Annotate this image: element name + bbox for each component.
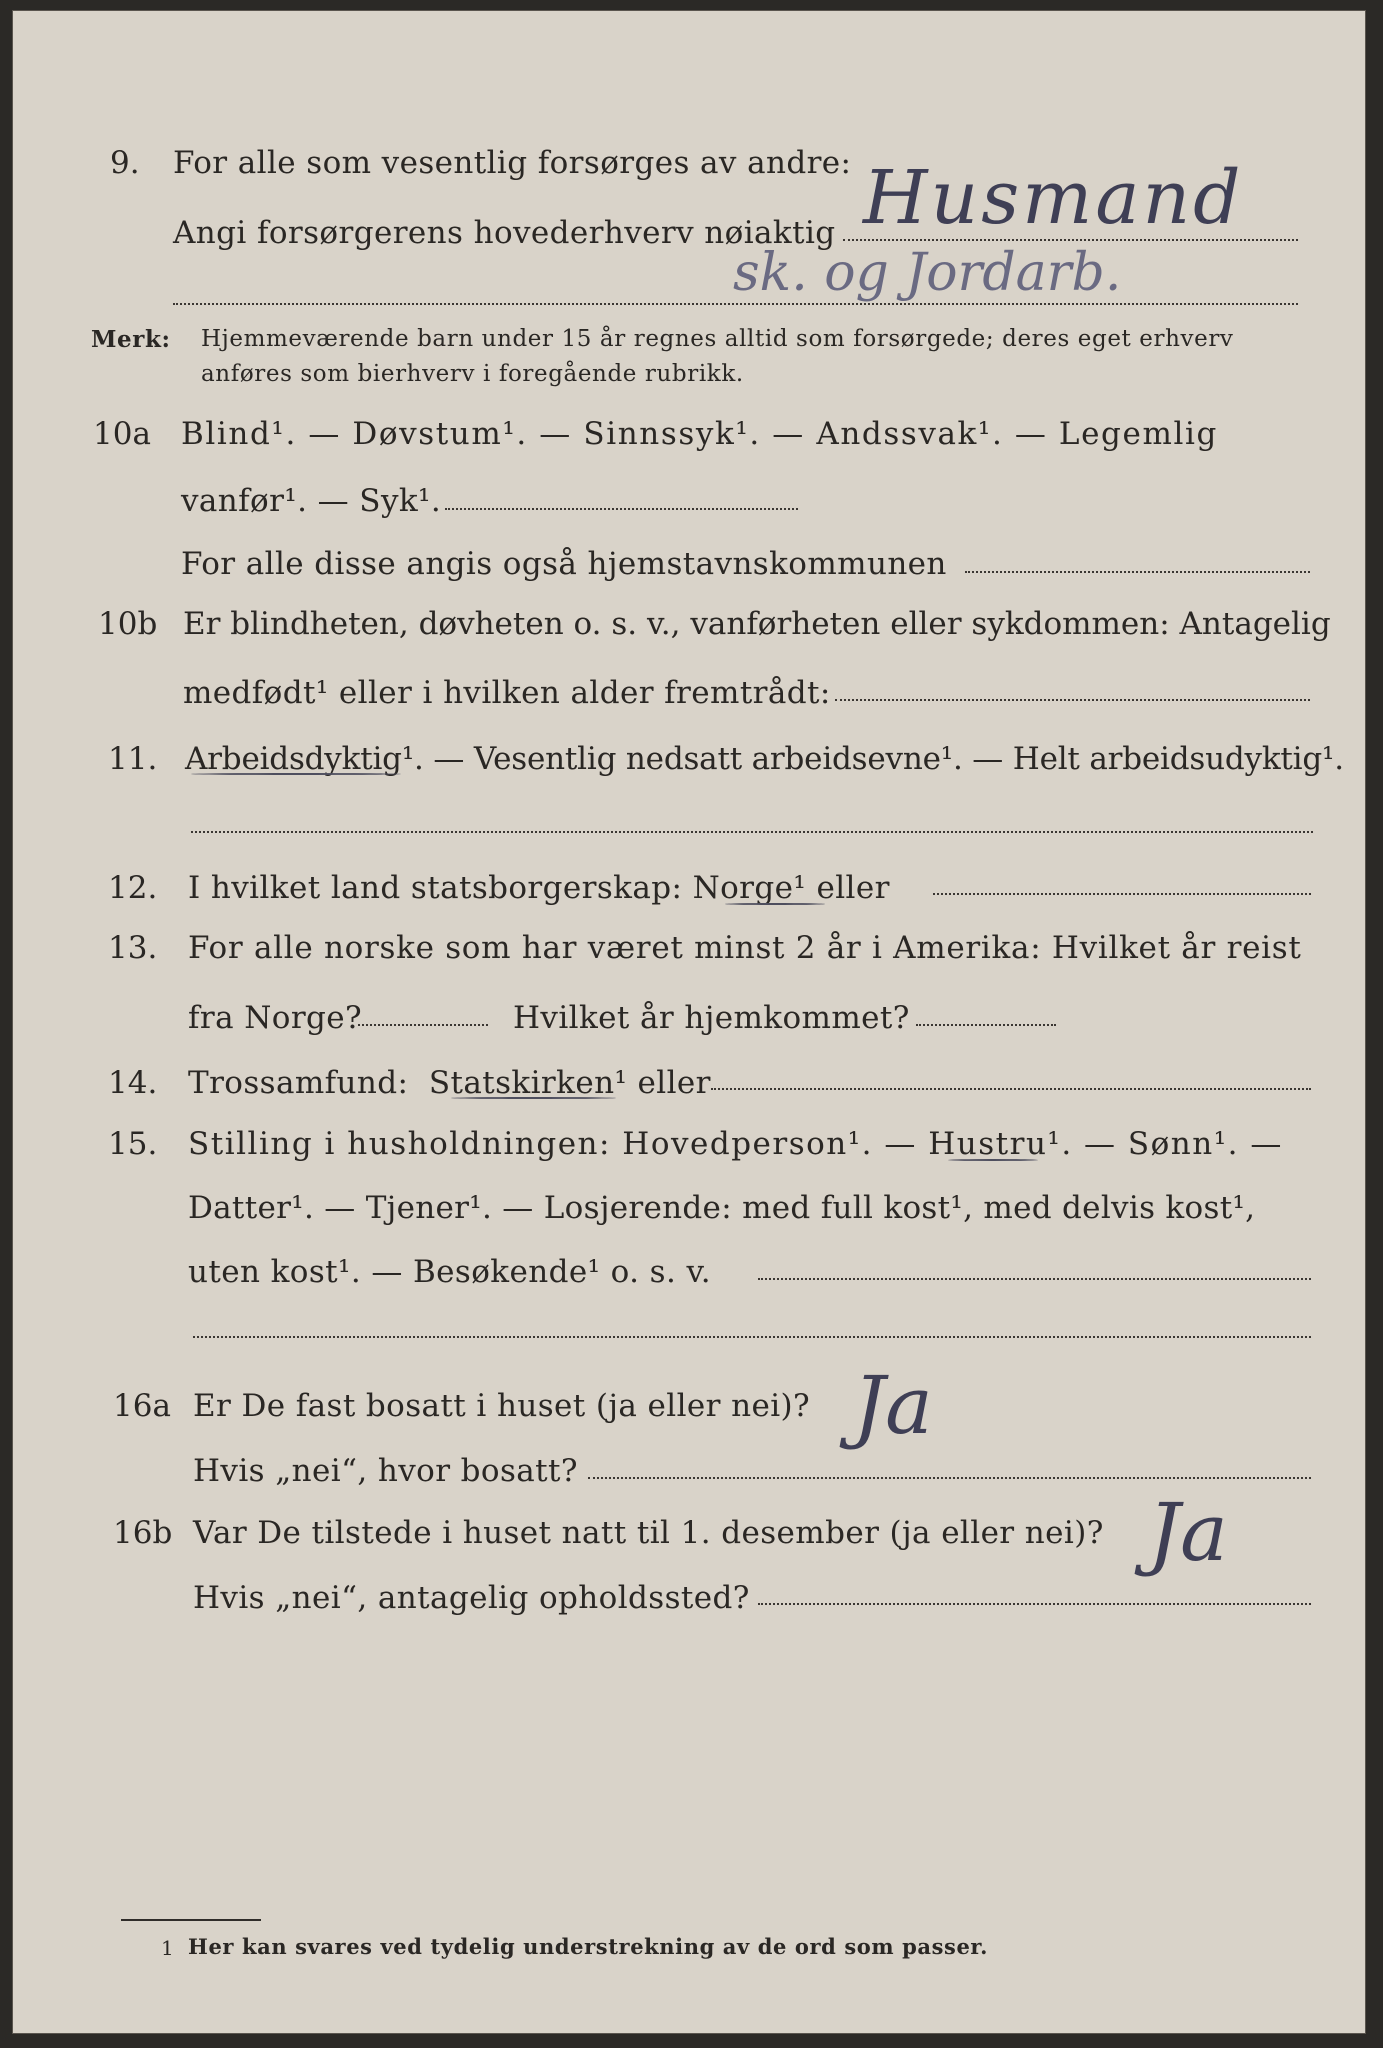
q15-option-wife[interactable]: Hustru	[928, 1126, 1048, 1162]
q11-line	[185, 741, 1344, 777]
q14-option-state-church[interactable]: Statskirken	[428, 1065, 615, 1101]
q16a-residence-line[interactable]	[588, 1477, 1311, 1479]
q15-line1-prefix: Stilling i husholdningen: Hovedperson¹. —	[188, 1126, 917, 1162]
q10b-number: 10b	[98, 606, 158, 642]
q16a-handwritten-answer: Ja	[853, 1359, 933, 1452]
q10a-sick-line[interactable]	[445, 508, 798, 510]
q11-option-able[interactable]: Arbeidsdyktig	[185, 741, 402, 777]
q13-number: 13.	[108, 930, 158, 966]
merk-line1: Hjemmeværende barn under 15 år regnes alltid som forsørgede; deres eget erhverv	[201, 326, 1234, 352]
q15-line2: Datter¹. — Tjener¹. — Losjerende: med full kost¹, med delvis kost¹,	[188, 1190, 1256, 1226]
q13-returned-year-line[interactable]	[916, 1024, 1056, 1026]
q10a-line3: For alle disse angis også hjemstavnskommunen	[181, 546, 947, 582]
q9-line1: For alle som vesentlig forsørges av andre:	[173, 145, 852, 181]
q11-number: 11.	[108, 741, 158, 777]
q16a-number: 16a	[113, 1388, 171, 1424]
q9-handwritten-answer-2: sk. og Jordarb.	[733, 243, 1122, 303]
q9-answer-line-2[interactable]	[173, 303, 1298, 305]
q12-underline-mark	[725, 903, 825, 905]
footnote-mark: 1	[161, 1936, 175, 1960]
q10a-number: 10a	[93, 416, 151, 452]
q16a-line1: Er De fast bosatt i huset (ja eller nei)?	[193, 1388, 811, 1424]
q16b-line2: Hvis „nei“, antagelig opholdssted?	[193, 1580, 750, 1616]
q10b-line2: medfødt¹ eller i hvilken alder fremtrådt:	[183, 675, 831, 711]
q12-suffix: ¹ eller	[793, 870, 890, 906]
q16a-line2: Hvis „nei“, hvor bosatt?	[193, 1453, 578, 1489]
q13-line2a: fra Norge?	[188, 1000, 363, 1036]
footnote-rule	[121, 1919, 261, 1921]
q10b-line1: Er blindheten, døvheten o. s. v., vanførheten eller sykdommen: Antagelig	[183, 606, 1331, 642]
footnote-text: Her kan svares ved tydelig understrekning av de ord som passer.	[188, 1934, 989, 1959]
census-form-page	[12, 10, 1366, 2034]
q14-prefix: Trossamfund:	[188, 1065, 409, 1101]
q13-line2b: Hvilket år hjemkommet?	[513, 1000, 910, 1036]
merk-line2: anføres som bierhverv i foregående rubrikk.	[201, 361, 744, 387]
q15-number: 15.	[108, 1126, 158, 1162]
q15-answer-line-2[interactable]	[193, 1336, 1311, 1338]
q9-number: 9.	[110, 145, 140, 181]
q15-line1	[188, 1126, 1283, 1162]
q13-line1: For alle norske som har været minst 2 år i Amerika: Hvilket år reist	[188, 930, 1302, 966]
q9-line2: Angi forsørgerens hovederhverv nøiaktig	[173, 215, 836, 251]
q11-rest: ¹. — Vesentlig nedsatt arbeidsevne¹. — Helt arbeidsudyktig¹.	[401, 741, 1344, 777]
q14-answer-line[interactable]	[711, 1088, 1311, 1090]
q12-answer-line[interactable]	[933, 893, 1311, 895]
q10a-home-municipality-line[interactable]	[965, 571, 1310, 573]
q15-underline-mark	[948, 1159, 1038, 1161]
q11-underline-mark	[191, 773, 401, 775]
q11-answer-line[interactable]	[191, 831, 1313, 833]
q14-line	[188, 1065, 711, 1101]
q16b-line1: Var De tilstede i huset natt til 1. desember (ja eller nei)?	[193, 1515, 1104, 1551]
q10b-answer-line[interactable]	[835, 699, 1310, 701]
q10a-line1: Blind¹. — Døvstum¹. — Sinnssyk¹. — Andssvak¹. — Legemlig	[181, 416, 1218, 452]
q12-prefix: I hvilket land statsborgerskap:	[188, 870, 683, 906]
merk-label: Merk:	[91, 326, 171, 353]
q15-line1-suffix: ¹. — Sønn¹. —	[1047, 1126, 1283, 1162]
q10a-line2: vanfør¹. — Syk¹.	[181, 483, 442, 519]
q13-emigrated-year-line[interactable]	[358, 1024, 488, 1026]
q16b-number: 16b	[113, 1515, 173, 1551]
q15-line3: uten kost¹. — Besøkende¹ o. s. v.	[188, 1254, 711, 1290]
q9-handwritten-answer: Husmand	[863, 155, 1244, 241]
q16b-whereabouts-line[interactable]	[758, 1603, 1311, 1605]
q15-answer-line[interactable]	[758, 1278, 1311, 1280]
q14-suffix: ¹ eller	[614, 1065, 711, 1101]
q12-option-norway[interactable]: Norge	[692, 870, 794, 906]
q12-line	[188, 870, 890, 906]
q12-number: 12.	[108, 870, 158, 906]
q16b-handwritten-answer: Ja	[1148, 1486, 1228, 1579]
q14-underline-mark	[451, 1097, 616, 1099]
q14-number: 14.	[108, 1065, 158, 1101]
